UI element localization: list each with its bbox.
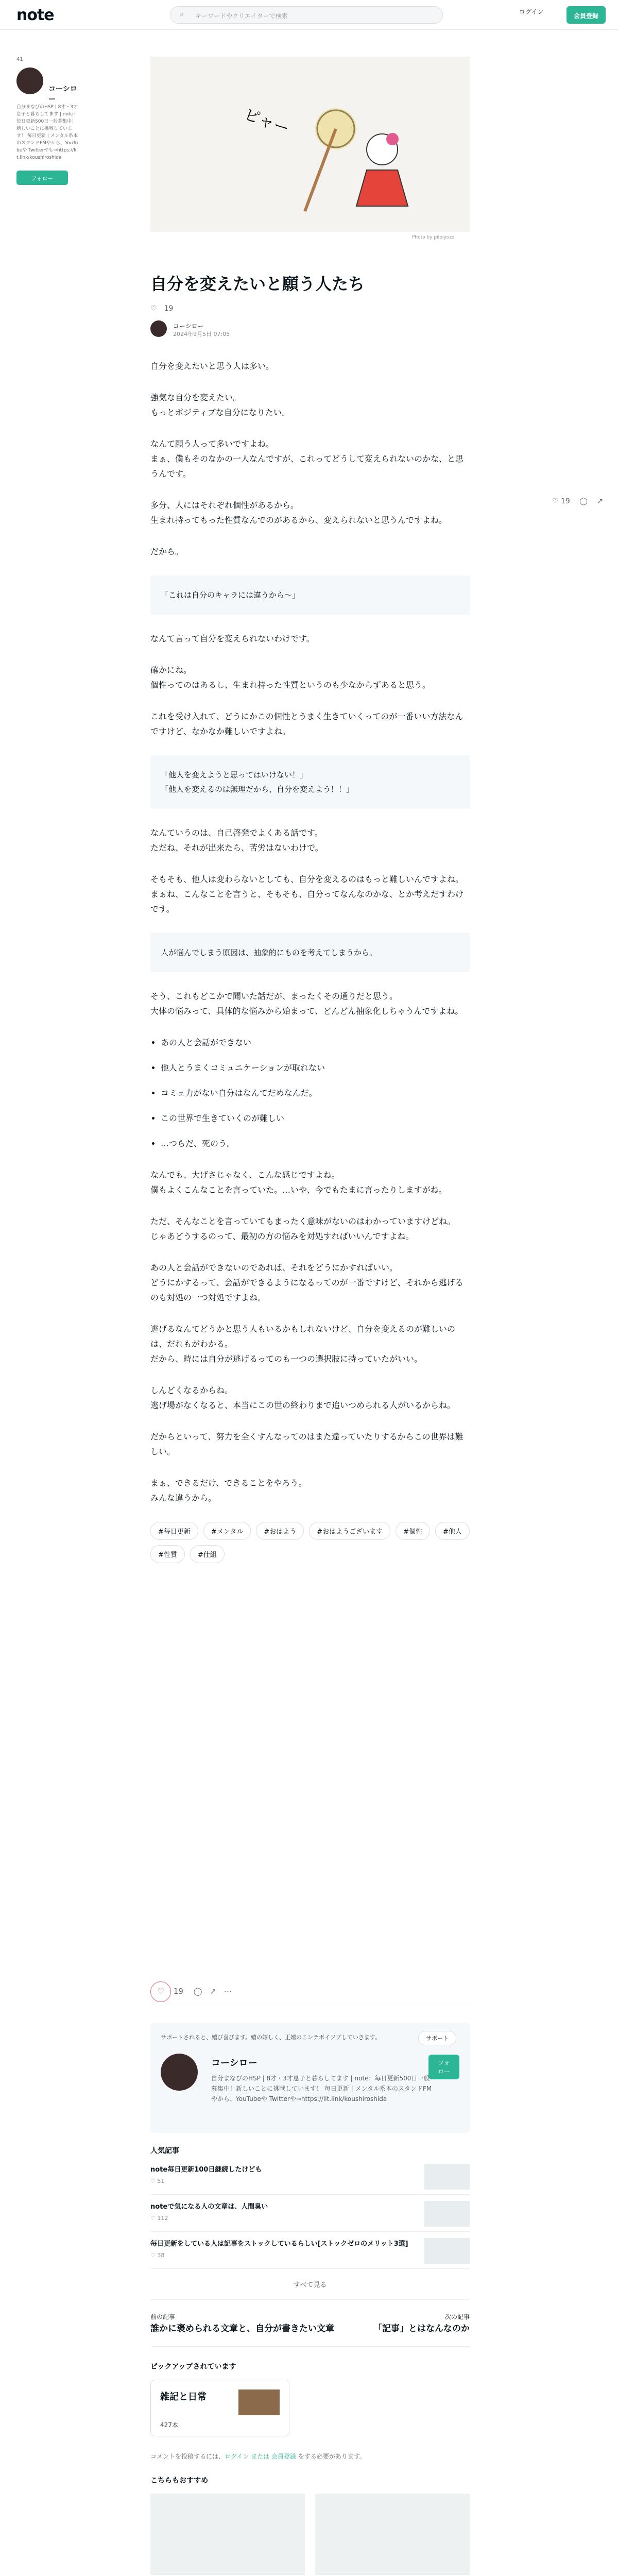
- popular-item[interactable]: [150, 2201, 470, 2232]
- floating-actions: [552, 496, 603, 506]
- popular-thumbnail: [424, 2164, 470, 2190]
- paragraph: 多分、人にはそれぞれ個性があるから。 生まれ持ってもった性質なんでのがあるから、変えられないと思うんですよね。: [150, 500, 448, 525]
- bullet-item: • この世界で生きていくのが難しい: [161, 1111, 470, 1126]
- article: [150, 272, 470, 1563]
- support-text: サポートされると、嬉び喜びます。嬉の嬉しく、正嬉のこンテポイソプしていきます。: [161, 2034, 381, 2041]
- bullet-item: • あの人と会話ができない: [161, 1035, 470, 1050]
- search-input[interactable]: [170, 6, 443, 24]
- paragraph: だからといって、努力を全くすんなってのはまた違っていたりするからこの世界は難しい。: [150, 1432, 464, 1456]
- hero-illustration: [150, 57, 470, 232]
- article-nav: [150, 2299, 470, 2347]
- recommend-card[interactable]: [315, 2494, 470, 2576]
- article-body: [150, 359, 470, 1505]
- follow-label: フォロー: [31, 175, 54, 182]
- comment-text: コメントを投稿するには、: [150, 2453, 225, 2460]
- popular-title: 毎日更新をしている人は記事をストックしているらしい[ストックゼロのメリット3選]: [150, 2240, 408, 2248]
- post-date: 2024年9月5日 07:05: [173, 331, 230, 337]
- paragraph: 自分を変えたいと思う人は多い。: [150, 361, 274, 371]
- quote-block: 人が悩んでしまう原因は、抽象的にものを考えてしまうから。: [150, 933, 470, 972]
- paragraph: なんて言って自分を変えられないわけです。: [150, 634, 315, 643]
- author-name[interactable]: コーシロー: [173, 323, 204, 330]
- search-icon: ⌕: [180, 10, 184, 19]
- tag[interactable]: #メンタル: [203, 1522, 251, 1540]
- paragraph: 逃げるなんてどうかと思う人もいるかもしれないけど、自分を変えるのが難しいのは、だれもがわかる。 だから、時には自分が逃げるってのも一つの選択肢に持っていたがいい。: [150, 1324, 456, 1364]
- popular-count-value: 51: [157, 2178, 165, 2184]
- pickup-section: [150, 2361, 470, 2436]
- profile-bio: 自分まなびのHSP | 8才・3才息子と暮らしてます | note：毎日更新500日一般募集中！新しいことに挑戦しています！ 毎日更新 | メンタル系本のスタンドFMやから、YouTubeや Twitterや→https://lit.link/koushiroshida: [211, 2075, 432, 2103]
- popular-count: [150, 2178, 470, 2184]
- paragraph: 確かにね。 個性ってのはあるし、生まれ持った性質というのも少なからずあると思う。: [150, 665, 431, 690]
- login-button[interactable]: ログイン: [519, 8, 544, 15]
- tag[interactable]: #おはよう: [256, 1522, 304, 1540]
- heart-icon[interactable]: ♡: [150, 304, 157, 313]
- tag[interactable]: #性質: [150, 1545, 185, 1563]
- recommend-heading: こちらもおすすめ: [150, 2477, 209, 2485]
- article-title: 自分を変えたいと願う人たち: [150, 274, 365, 294]
- paragraph: なんて願う人って多いですよね。 まぁ、僕もそのなかの一人なんですが、これってどうして変えられないのかな、と思うんです。: [150, 439, 464, 479]
- action-bar: [150, 1974, 470, 2005]
- float-likes: 19: [561, 497, 570, 505]
- tag[interactable]: #個性: [396, 1522, 430, 1540]
- paragraph: そう、これもどこかで聞いた話だが、まったくその通りだと思う。 大体の悩みって、具体的な悩みから始まって、どんどん抽象化しちゃうんですよね。: [150, 991, 464, 1016]
- paragraph: なんでも、大げさじゃなく、こんな感じですよね。 僕もよくこんなことを言っていた。…いや、今でもたまに言ったりしますがね。: [150, 1170, 447, 1195]
- popular-title: note毎日更新100日継続したけども: [150, 2166, 262, 2174]
- popular-title: noteで気になる人の文章は、人間臭い: [150, 2203, 268, 2211]
- hero-image: [150, 57, 470, 232]
- popular-count: [150, 2215, 470, 2222]
- comment-icon[interactable]: ◯: [185, 1987, 202, 1996]
- tag[interactable]: #他人: [435, 1522, 470, 1540]
- pickup-heading: ピックアップされています: [150, 2363, 236, 2371]
- heart-icon: ♡: [150, 2252, 156, 2259]
- paragraph: しんどくなるからね。 逃げ場がなくなると、本当にこの世の終わりまで追いつめられる人がいるからね。: [150, 1385, 456, 1410]
- note-logo[interactable]: note: [16, 6, 54, 24]
- recommend-section: [150, 2475, 470, 2576]
- card-thumbnail: [315, 2494, 470, 2575]
- heart-icon[interactable]: ♡: [552, 497, 559, 505]
- paragraphs-5: [150, 1167, 470, 1505]
- paragraphs-2: [150, 631, 470, 739]
- prev-title: 誰かに褒められる文章と、自分が書きたい文章: [150, 2324, 334, 2334]
- bullet-list: [161, 1035, 470, 1151]
- paragraph: だから。: [150, 547, 184, 556]
- like-count: [150, 303, 470, 313]
- sidebar-bio: 自分まなびのHSP | 8才・3才息子と暮らしてます | note：毎日更新500日一般募集中！新しいことに挑戦しています！ 毎日更新 | メンタル系本のスタンドFMやから、YouTubeや Twitterやも→https://lit.link/koushiroshida: [16, 105, 78, 160]
- popular-heading: 人気記事: [150, 2147, 179, 2155]
- magazine-title: 雑記と日常: [160, 2392, 207, 2402]
- header: [0, 0, 618, 30]
- quote-block: 「他人を変えようと思ってはいけない！」 「他人を変えるのは無理だから、自分を変えよう！！」: [150, 755, 470, 809]
- tag[interactable]: #仕組: [190, 1545, 225, 1563]
- like-button[interactable]: ♡: [150, 1981, 171, 2002]
- popular-item[interactable]: [150, 2164, 470, 2195]
- paragraph: まぁ、できるだけ、できることをやろう。 みんな違うから。: [150, 1478, 307, 1503]
- author-profile: [161, 2054, 459, 2121]
- article-footer: [150, 1974, 470, 2576]
- avatar[interactable]: [16, 67, 43, 94]
- photo-credit: Photo by piipiyozo: [412, 235, 455, 240]
- hero-caption: ピャー: [242, 105, 291, 139]
- popular-articles: [150, 2145, 470, 2289]
- avatar[interactable]: [150, 320, 167, 337]
- sidebar-author-name[interactable]: コーシロー: [48, 85, 77, 104]
- next-article[interactable]: [373, 2312, 470, 2334]
- magazine-card[interactable]: [150, 2380, 289, 2436]
- signup-button[interactable]: 会員登録: [566, 6, 606, 24]
- tag-list: [150, 1522, 470, 1563]
- recommend-card[interactable]: [150, 2494, 305, 2576]
- next-title: 「記事」とはなんなのか: [373, 2324, 470, 2334]
- sidebar-badge: 41: [16, 57, 23, 62]
- action-like-count: 19: [173, 1987, 183, 1996]
- paragraph: そもそも、他人は変わらないとしても、自分を変えるのはもっと難しいんですよね。 まぁね、こんなことを言うと、そもそも、自分ってなんなのかな、とか考えだすわけです。: [150, 874, 464, 914]
- magazine-count: 427本: [160, 2421, 178, 2429]
- heart-icon: ♡: [150, 2178, 156, 2184]
- see-all-link[interactable]: すべて見る: [293, 2281, 327, 2289]
- popular-thumbnail: [424, 2238, 470, 2264]
- search-placeholder: キーワードやクリエイターで検索: [195, 12, 288, 20]
- card-thumbnail: [150, 2494, 305, 2575]
- popular-item[interactable]: [150, 2238, 470, 2269]
- comment-suffix: をする必要があります。: [296, 2453, 366, 2460]
- heart-icon: ♡: [150, 2215, 156, 2222]
- sidebar-follow-button[interactable]: [16, 171, 68, 185]
- bullet-item: • コミュ力がない自分はなんてだめなんだ。: [161, 1086, 470, 1100]
- tag[interactable]: #おはようございます: [309, 1522, 390, 1540]
- popular-thumbnail: [424, 2201, 470, 2227]
- comment-icon[interactable]: ◯: [572, 497, 588, 505]
- paragraphs-3: [150, 825, 470, 917]
- paragraph: 強気な自分を変えたい。 もっとポジティブな自分になりたい。: [150, 393, 290, 417]
- share-icon[interactable]: ↗: [590, 497, 604, 505]
- paragraph: これを受け入れて、どうにかこの個性とうまく生きていくってのが一番いい方法なんですけど、なかなか難しいですよね。: [150, 711, 464, 736]
- popular-count-value: 38: [157, 2252, 165, 2259]
- profile-name[interactable]: コーシロー: [211, 2058, 258, 2069]
- magazine-thumbnail: [238, 2389, 280, 2415]
- share-icon[interactable]: ↗: [202, 1987, 217, 1996]
- bullet-item: • …つらだ、死のう。: [161, 1136, 470, 1151]
- support-box: [150, 2023, 470, 2133]
- quote-block: 「これは自分のキャラには違うから～」: [150, 575, 470, 615]
- sidebar: [16, 57, 78, 185]
- paragraph: あの人と会話ができないのであれば、それをどうにかすればいい。 どうにかするって、会話ができるようになるってのが一番ですけど、それから逃げるのも対処の一つ対処ですよね。: [150, 1263, 464, 1302]
- bullet-item: • 他人とうまくコミュニケーションが取れない: [161, 1060, 470, 1075]
- paragraphs-1: [150, 359, 470, 559]
- more-icon[interactable]: ⋯: [216, 1987, 232, 1996]
- next-label: 次の記事: [444, 2313, 470, 2320]
- paragraphs-4: [150, 989, 470, 1019]
- author-row: [150, 320, 470, 341]
- profile-follow-button[interactable]: フォロー: [428, 2055, 459, 2079]
- prev-label: 前の記事: [150, 2313, 176, 2320]
- paragraph: なんていうのは、自己啓発でよくある話です。 ただね、それが出来たら、苦労はないわけで。: [150, 828, 323, 853]
- prev-article[interactable]: [150, 2312, 334, 2334]
- popular-count: [150, 2252, 470, 2259]
- comment-prompt: [150, 2452, 470, 2461]
- popular-count-value: 112: [157, 2215, 168, 2222]
- paragraph: ただ、そんなことを言っていてもまったく意味がないのはわかっていますけどね。 じゃあどうするのって、最初の方の悩みを対処すればいいんですよね。: [150, 1216, 456, 1241]
- tag[interactable]: #毎日更新: [150, 1522, 198, 1540]
- login-link[interactable]: ログイン または 会員登録: [225, 2453, 297, 2460]
- like-count-value: 19: [164, 304, 174, 313]
- avatar[interactable]: [161, 2054, 198, 2091]
- support-button[interactable]: サポート: [418, 2031, 456, 2045]
